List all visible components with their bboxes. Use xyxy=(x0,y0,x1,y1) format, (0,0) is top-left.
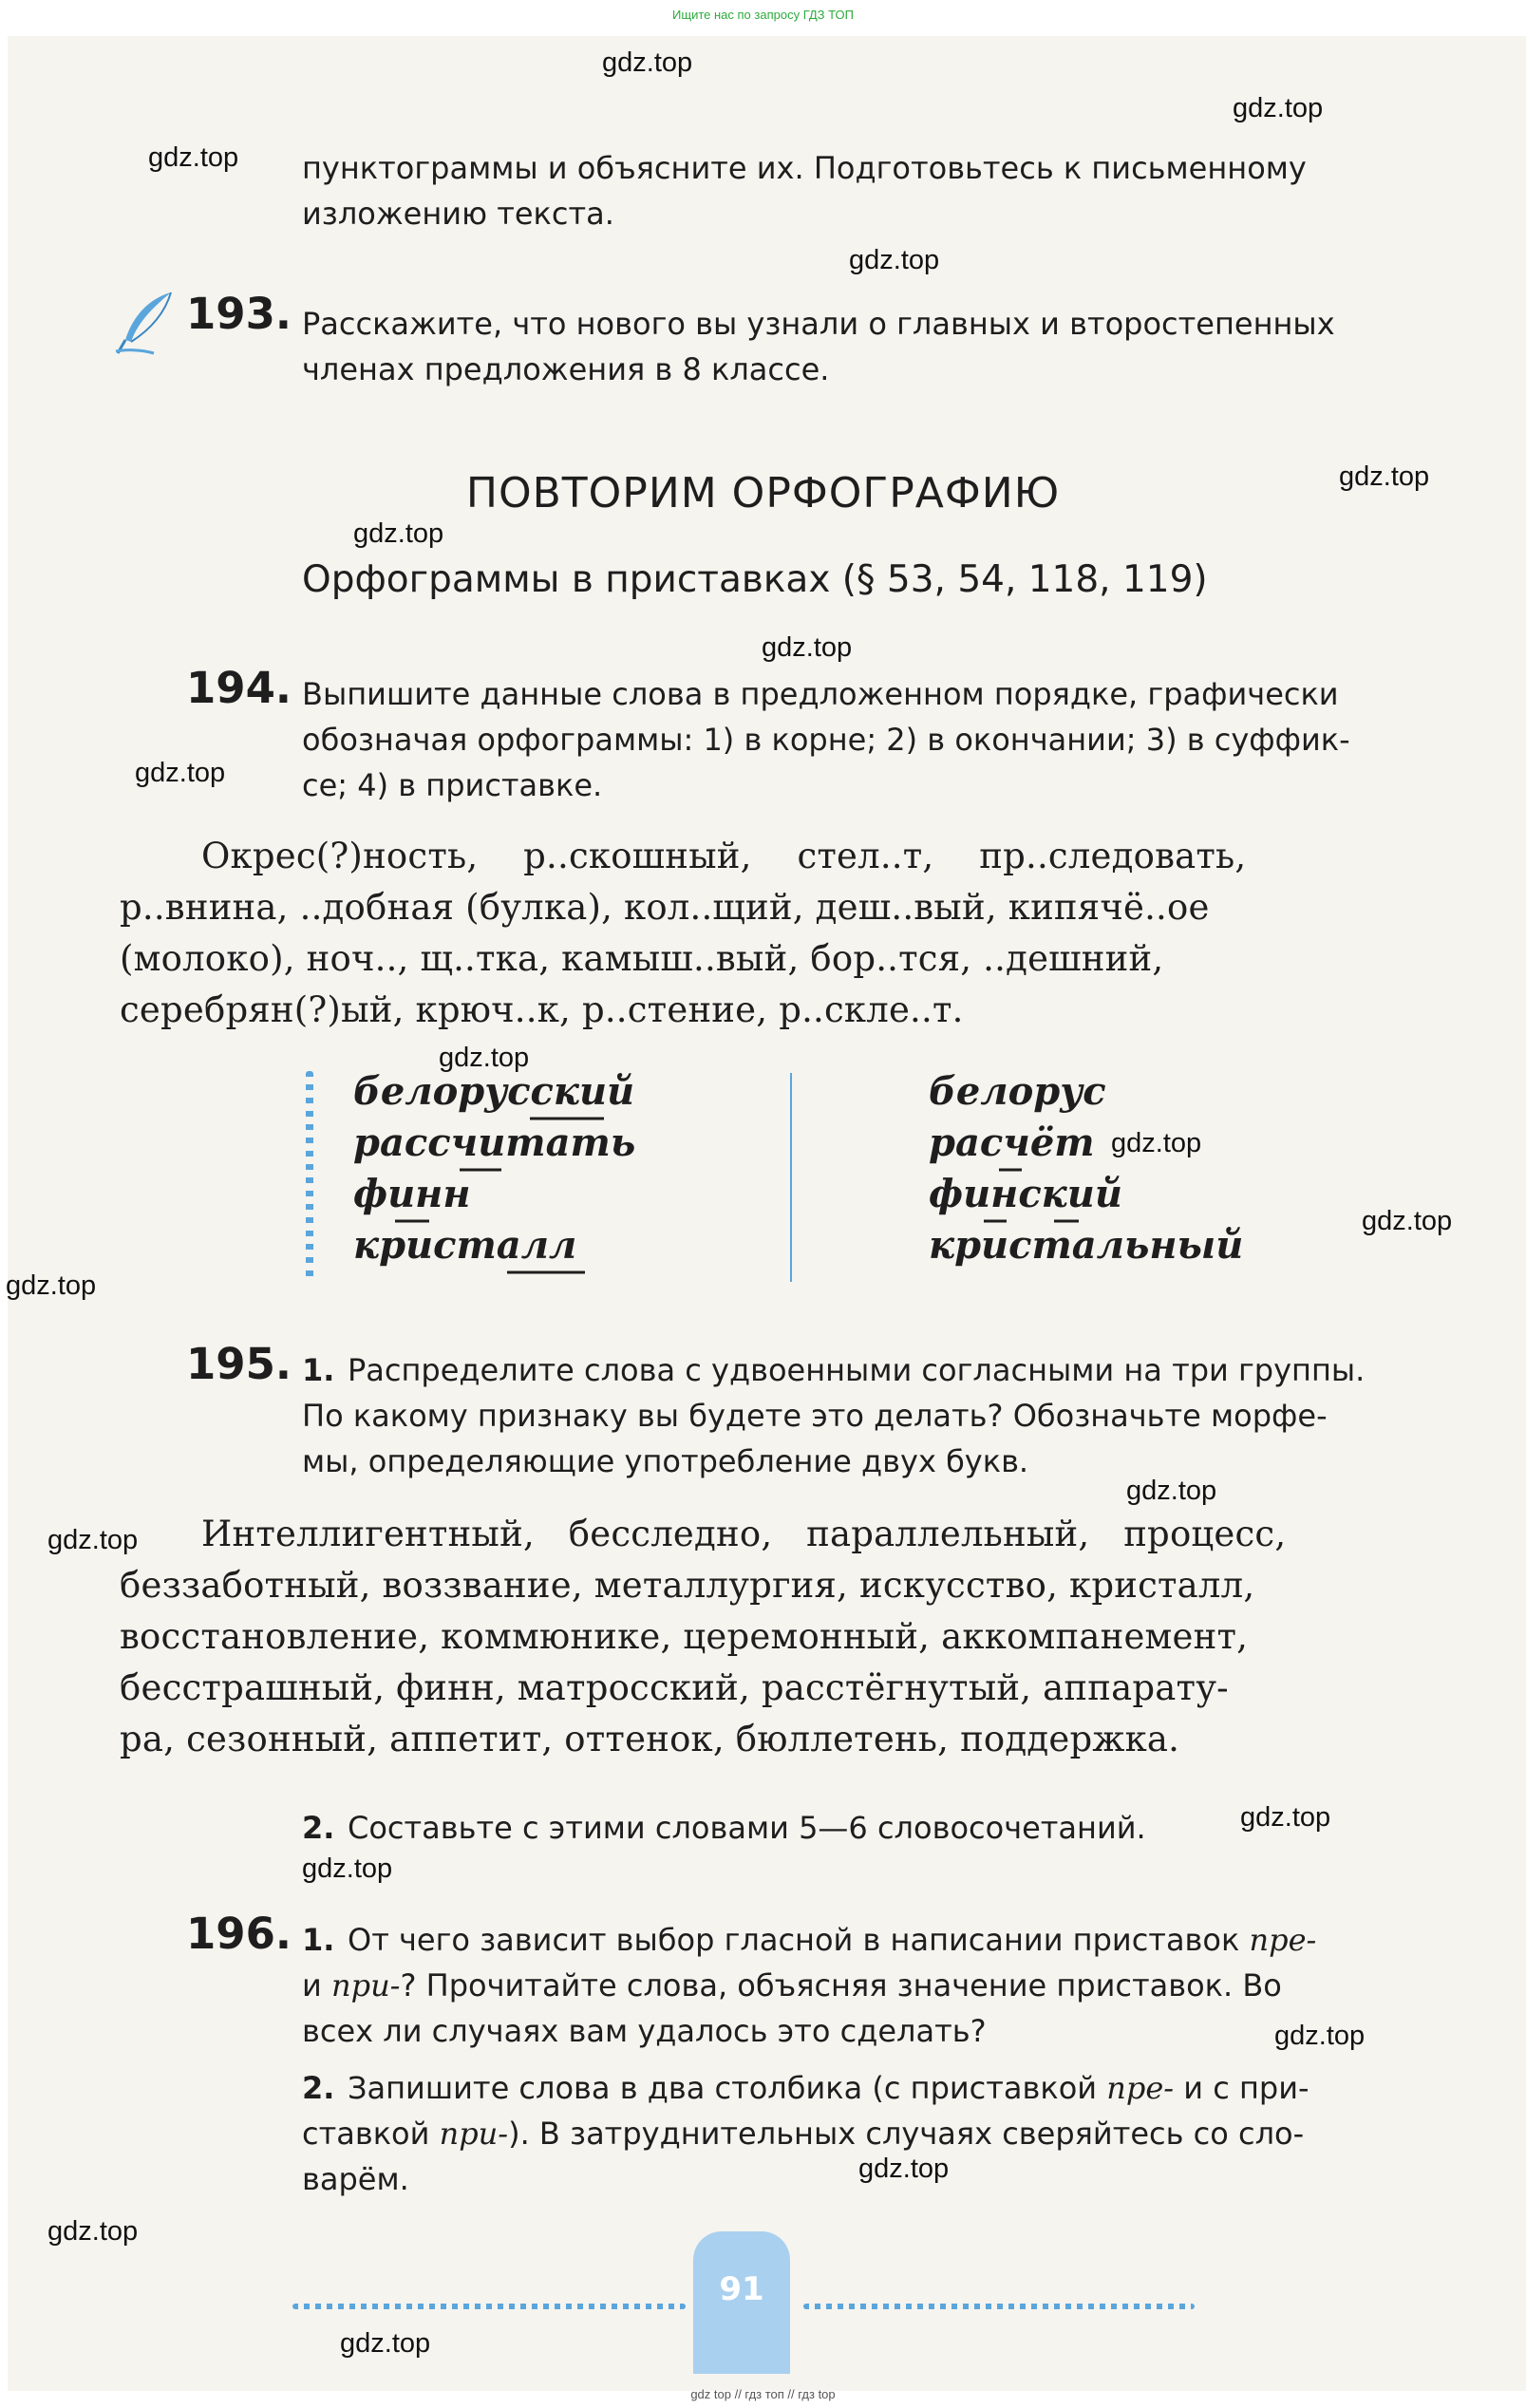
watermark: gdz.top xyxy=(1339,461,1430,492)
word-right-1: белорус xyxy=(929,1069,1106,1114)
exercise-194-number: 194. xyxy=(186,663,292,713)
ex194-line-1: Выпишите данные слова в предложенном порядке, графически xyxy=(302,676,1339,712)
word-right-3: финский xyxy=(929,1172,1122,1216)
section-subheading: Орфограммы в приставках (§ 53, 54, 118, 119) xyxy=(302,558,1208,601)
watermark: gdz.top xyxy=(47,1525,139,1555)
ex193-line-1: Расскажите, что нового вы узнали о главных и второстепенных xyxy=(302,306,1335,342)
table-dotted-marker xyxy=(306,1071,313,1282)
ex196-p2-line-3: варём. xyxy=(302,2161,409,2197)
top-banner[interactable]: Ищите нас по запросу ГДЗ ТОП xyxy=(672,8,854,22)
watermark: gdz.top xyxy=(1362,1206,1453,1236)
watermark: gdz.top xyxy=(1111,1128,1202,1158)
watermark: gdz.top xyxy=(47,2216,139,2247)
ex195-words-line-1: Интеллигентный, бесследно, параллельный, процесс, xyxy=(201,1514,1287,1554)
word-left-2: рассчитать xyxy=(353,1120,636,1165)
exercise-193-number: 193. xyxy=(186,289,292,339)
section-heading: ПОВТОРИМ ОРФОГРАФИЮ xyxy=(465,469,1061,517)
ex195-words-line-3: восстановление, коммюнике, церемонный, аккомпанемент, xyxy=(120,1616,1249,1657)
watermark: gdz.top xyxy=(858,2154,950,2184)
ex194-words-line-4: серебрян(?)ый, крюч..к, р..стение, р..скле..т. xyxy=(120,989,964,1030)
word-right-4: кристальный xyxy=(929,1223,1244,1268)
watermark: gdz.top xyxy=(340,2328,431,2359)
ex194-words-line-2: р..внина, ..добная (булка), кол..щий, деш..вый, кипячё..ое xyxy=(120,887,1210,928)
ex193-line-2: членах предложения в 8 классе. xyxy=(302,351,830,387)
watermark: gdz.top xyxy=(302,1853,393,1884)
ex194-words-line-3: (молоко), ноч.., щ..тка, камыш..вый, бор..тся, ..дешний, xyxy=(120,938,1164,979)
watermark: gdz.top xyxy=(1126,1476,1217,1506)
intro-line-1: пунктограммы и объясните их. Подготовьтесь к письменному xyxy=(302,150,1307,186)
ex194-line-2: обозначая орфограммы: 1) в корне; 2) в окончании; 3) в суффик- xyxy=(302,722,1350,758)
watermark: gdz.top xyxy=(602,47,693,78)
ex195-p1-line-3: мы, определяющие употребление двух букв. xyxy=(302,1443,1029,1479)
watermark: gdz.top xyxy=(6,1270,97,1301)
footer-dots-right xyxy=(803,2304,1195,2309)
ex196-part-2-label: 2. xyxy=(302,2070,335,2106)
watermark: gdz.top xyxy=(1240,1802,1331,1833)
ex196-p2-line-2: ставкой при-). В затруднительных случаях сверяйтесь со сло- xyxy=(302,2116,1305,2152)
ex195-words-line-4: бесстрашный, финн, матросский, расстёгнутый, аппарату- xyxy=(120,1667,1229,1708)
word-left-1: белорусский xyxy=(353,1069,635,1114)
watermark: gdz.top xyxy=(439,1043,530,1073)
feather-pen-icon xyxy=(112,287,182,357)
exercise-196-number: 196. xyxy=(186,1909,292,1959)
ex196-p1-line-3: всех ли случаях вам удалось это сделать? xyxy=(302,2013,987,2049)
watermark: gdz.top xyxy=(135,758,226,788)
ex196-p1-line-2: и при-? Прочитайте слова, объясняя значение приставок. Во xyxy=(302,1967,1282,2004)
bottom-banner[interactable]: gdz top // гдз топ // гдз top xyxy=(690,2387,836,2401)
orthogram-underlines xyxy=(342,1111,1215,1282)
ex195-words-line-5: ра, сезонный, аппетит, оттенок, бюллетень, поддержка. xyxy=(120,1719,1180,1759)
watermark: gdz.top xyxy=(849,245,940,275)
page-number: 91 xyxy=(719,2270,764,2308)
watermark: gdz.top xyxy=(762,632,853,663)
ex194-words-line-1: Окрес(?)ность, р..скошный, стел..т, пр..следовать, xyxy=(201,836,1247,876)
ex196-p1-line-1: От чего зависит выбор гласной в написании приставок пре- xyxy=(348,1922,1317,1958)
intro-line-2: изложению текста. xyxy=(302,196,614,232)
footer-dots-left xyxy=(292,2304,686,2309)
ex195-words-line-2: беззаботный, воззвание, металлургия, искусство, кристалл, xyxy=(120,1565,1255,1606)
watermark: gdz.top xyxy=(148,142,239,173)
watermark: gdz.top xyxy=(1274,2021,1366,2051)
word-left-3: финн xyxy=(353,1172,471,1216)
watermark: gdz.top xyxy=(1233,93,1324,123)
ex195-part-1-label: 1. xyxy=(302,1352,335,1388)
exercise-195-number: 195. xyxy=(186,1339,292,1389)
word-right-2: расчёт xyxy=(929,1120,1095,1165)
watermark: gdz.top xyxy=(353,518,444,549)
ex195-p1-line-1: Распределите слова с удвоенными согласными на три группы. xyxy=(348,1352,1366,1388)
ex194-line-3: се; 4) в приставке. xyxy=(302,767,603,803)
word-left-4: кристалл xyxy=(353,1223,577,1268)
ex195-p1-line-2: По какому признаку вы будете это делать? Обозначьте морфе- xyxy=(302,1398,1328,1434)
ex195-part-2-label: 2. xyxy=(302,1810,335,1846)
ex195-p2-text: Составьте с этими словами 5—6 словосочетаний. xyxy=(348,1810,1146,1846)
ex196-p2-line-1: Запишите слова в два столбика (с приставкой пре- и с при- xyxy=(348,2070,1309,2106)
ex196-part-1-label: 1. xyxy=(302,1922,335,1958)
